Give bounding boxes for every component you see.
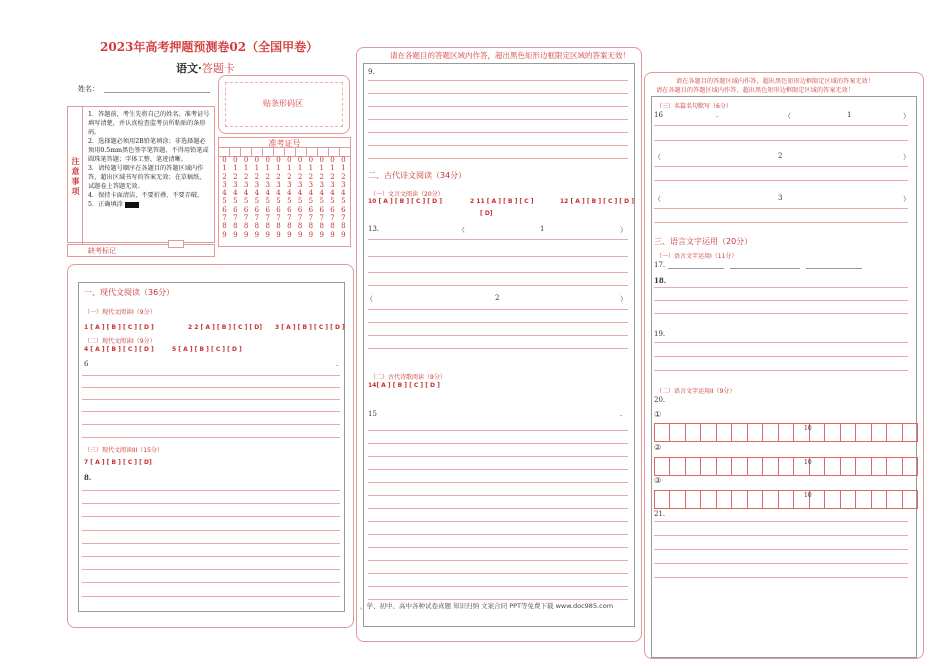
q13-paren-close-2: ） (620, 295, 627, 303)
exam-id-digit[interactable]: 8 (308, 222, 314, 231)
q6-line-1[interactable] (82, 375, 340, 376)
exam-id-digit[interactable]: 8 (297, 222, 303, 231)
q8-writing-line[interactable] (82, 569, 340, 570)
subtitle-accent: 答题卡 (201, 62, 235, 75)
exam-id-digit-column[interactable] (252, 156, 261, 239)
q15-writing-line[interactable] (368, 547, 628, 548)
q19-line-1[interactable] (654, 342, 908, 343)
q20-grid-3-count: 10 (804, 492, 812, 499)
q20-part-1-marker: ① (654, 410, 662, 419)
exam-id-digit[interactable]: 8 (233, 222, 238, 231)
exam-id-digit-column[interactable] (317, 156, 326, 239)
note-3: 3．请按题号顺序在各题目的答题区域内作答，超出区域书写的答案无效；在草稿纸、试题卷上答题无效。 (88, 165, 206, 190)
q6-line-2[interactable] (82, 387, 340, 388)
q16-paren-close-2: ） (903, 153, 910, 161)
notice-right-2: 请在各题目的答题区域内作答，超出黑色矩形边框限定区域的答案无效！ (656, 87, 854, 94)
exam-id-digit[interactable]: 3 (276, 180, 281, 189)
exam-id-digit[interactable]: 2 (297, 172, 303, 181)
exam-id-digit[interactable]: 1 (265, 164, 270, 173)
q20-label: 20. (654, 396, 666, 404)
exam-id-digit[interactable]: 1 (308, 164, 314, 173)
exam-id-digit[interactable]: 9 (222, 230, 227, 239)
q6-line-5[interactable] (82, 424, 340, 425)
q16-line-3[interactable] (654, 166, 908, 167)
exam-id-digit-column[interactable] (263, 156, 272, 239)
col2-sub1: （一）文言文阅读（20分） (370, 191, 444, 198)
col2-inner (363, 63, 635, 627)
q15-label: 15 (368, 410, 377, 418)
exam-id-digit[interactable]: 3 (341, 180, 346, 189)
barcode-label: 贴条形码区 (263, 99, 303, 108)
q15-writing-line[interactable] (368, 508, 628, 509)
exam-id-digit[interactable]: 8 (254, 222, 260, 231)
col2-sub2: （二）古代诗歌阅读（9分） (370, 374, 446, 381)
notes-list (88, 110, 210, 209)
q20-grid-3[interactable] (654, 490, 918, 509)
exam-id-digit[interactable]: 7 (222, 214, 227, 223)
exam-id-digit[interactable]: 2 (341, 172, 346, 181)
exam-id-digit[interactable]: 6 (297, 205, 303, 214)
q20-grid-1[interactable] (654, 423, 918, 442)
exam-id-digit[interactable]: 0 (319, 156, 324, 164)
q19-line-3[interactable] (654, 370, 908, 371)
exam-id-digit[interactable]: 7 (297, 214, 303, 223)
exam-id-digit[interactable]: 0 (233, 156, 238, 164)
col3-section-title: 三、语言文字运用（20分） (654, 237, 753, 246)
col1-sub3: （三）现代文阅读III（15分） (84, 447, 163, 454)
q18-line-3[interactable] (654, 313, 908, 314)
name-label: 姓名： (78, 85, 99, 93)
note-2: 2．选择题必须用2B铅笔填涂；非选择题必须用0.5mm黑色签字笔答题，不得用铅笔或圆珠笔答题；字体工整、笔迹清晰。 (88, 138, 209, 163)
exam-id-digit[interactable]: 9 (319, 230, 324, 239)
q17-label: 17. (654, 261, 666, 269)
exam-id-digit[interactable]: 1 (243, 164, 249, 173)
exam-id-digit[interactable]: 5 (243, 197, 249, 206)
q16-paren-open-3: （ (654, 195, 661, 203)
exam-id-digit[interactable]: 4 (265, 189, 270, 198)
notice-right-1: 请在各题目的答题区域内作答，超出黑色矩形边框限定区域的答案无效！ (676, 78, 874, 85)
note-5: 5．正确填涂 (88, 200, 210, 209)
exam-id-digit[interactable]: 7 (287, 214, 292, 223)
q16-paren-close-3: ） (903, 195, 910, 203)
exam-id-digit[interactable]: 5 (276, 197, 281, 206)
q18-line-2[interactable] (654, 300, 908, 301)
notes-box (67, 106, 215, 243)
exam-id-digit[interactable]: 0 (276, 156, 281, 164)
q15-writing-line[interactable] (368, 534, 628, 535)
q15-writing-line[interactable] (368, 586, 628, 587)
exam-id-digit[interactable]: 6 (276, 205, 281, 214)
q13-num-1: 1 (540, 225, 545, 233)
exam-id-digit[interactable]: 9 (233, 230, 238, 239)
col1-sub1: （一）现代文阅读I（9分） (84, 309, 156, 316)
exam-id-digit[interactable]: 3 (265, 180, 270, 189)
exam-id-digit[interactable]: 9 (341, 230, 346, 239)
q16-num-1: 1 (847, 111, 852, 119)
absent-box (67, 244, 215, 257)
q8-writing-line[interactable] (82, 503, 340, 504)
q20-grid-2[interactable] (654, 457, 918, 476)
exam-id-digit[interactable]: 6 (243, 205, 249, 214)
exam-id-label: 准考证号 (219, 138, 350, 148)
exam-id-digit[interactable]: 0 (287, 156, 292, 164)
col3-sub2: （一）语言文字运用I（11分） (656, 253, 738, 260)
q16-line-2[interactable] (654, 140, 908, 141)
q16-line-4[interactable] (654, 180, 908, 181)
exam-id-digit[interactable]: 2 (233, 172, 238, 181)
exam-id-digit[interactable]: 8 (319, 222, 324, 231)
notice-top: 请在各题目的答题区域内作答，超出黑色矩形边框限定区域的答案无效！ (390, 51, 630, 60)
exam-id-digit[interactable]: 2 (265, 172, 270, 181)
exam-id-digit[interactable]: 4 (287, 189, 292, 198)
exam-id-digit[interactable]: 1 (254, 164, 260, 173)
q9-line-2[interactable] (368, 93, 628, 94)
q15-writing-line[interactable] (368, 456, 628, 457)
q21-writing-line[interactable] (654, 549, 908, 550)
exam-id-digit[interactable]: 4 (276, 189, 281, 198)
col1-section-title: 一、现代文阅读（36分） (84, 288, 175, 297)
exam-id-digit[interactable]: 3 (308, 180, 314, 189)
exam-id-digit[interactable]: 7 (276, 214, 281, 223)
exam-id-digit-column[interactable] (285, 156, 294, 239)
exam-id-digit[interactable]: 8 (287, 222, 292, 231)
q9-line-6[interactable] (368, 145, 628, 146)
q8-writing-line[interactable] (82, 490, 340, 491)
exam-id-digit[interactable]: 9 (330, 230, 335, 239)
q17-blank-1[interactable] (668, 268, 724, 269)
exam-id-digit[interactable]: 8 (276, 222, 281, 231)
q16-paren-open-1: （ (784, 112, 791, 120)
q8-writing-line[interactable] (82, 596, 340, 597)
exam-id-digit[interactable]: 5 (254, 197, 260, 206)
exam-id-digit[interactable]: 1 (233, 164, 238, 173)
absent-label: 缺考标记 (88, 247, 116, 255)
exam-id-digit[interactable]: 7 (341, 214, 346, 223)
q15-dot: . (620, 410, 623, 418)
exam-id-digit[interactable]: 9 (287, 230, 292, 239)
exam-id-digit[interactable]: 4 (233, 189, 238, 198)
q16-line-1[interactable] (654, 125, 908, 126)
exam-id-digit[interactable]: 5 (265, 197, 270, 206)
absent-checkbox[interactable] (168, 240, 184, 248)
exam-id-digit[interactable]: 0 (265, 156, 270, 164)
exam-id-digit[interactable]: 4 (243, 189, 249, 198)
exam-id-digit[interactable]: 9 (243, 230, 249, 239)
q15-writing-line[interactable] (368, 560, 628, 561)
exam-id-digit[interactable]: 6 (222, 205, 227, 214)
barcode-area (218, 75, 350, 134)
exam-id-digit[interactable]: 7 (233, 214, 238, 223)
exam-id-digit[interactable]: 8 (265, 222, 270, 231)
q5-options[interactable]: 5 [ A ] [ B ] [ C ] [ D ] (172, 346, 242, 353)
exam-id-digit-column[interactable] (220, 156, 229, 239)
exam-id-digit[interactable]: 4 (330, 189, 335, 198)
q13-line-4[interactable] (368, 285, 628, 286)
exam-id-digit[interactable]: 9 (276, 230, 281, 239)
exam-id-digit[interactable]: 5 (233, 197, 238, 206)
exam-id-digit-column[interactable] (296, 156, 305, 239)
exam-id-digit[interactable]: 3 (287, 180, 292, 189)
exam-id-digit[interactable]: 6 (330, 205, 335, 214)
q8-writing-line[interactable] (82, 556, 340, 557)
exam-id-digit[interactable]: 7 (330, 214, 335, 223)
note-1: 1．答题前，考生先将自己的姓名、准考证号填写清楚，并认真检查监考员所粘贴的条形码。 (88, 111, 210, 136)
q20-part-2-marker: ② (654, 443, 662, 452)
exam-id-digit[interactable]: 0 (222, 156, 227, 164)
q15-writing-line[interactable] (368, 443, 628, 444)
q9-line-5[interactable] (368, 132, 628, 133)
q3-options[interactable]: 3 [ A ] [ B ] [ C ] [ D ] (275, 324, 345, 331)
col2-section-title: 二、古代诗文阅读（34分） (368, 171, 467, 180)
exam-id-digit-column[interactable] (242, 156, 251, 239)
q15-writing-line[interactable] (368, 495, 628, 496)
exam-id-digit[interactable]: 4 (308, 189, 314, 198)
exam-id-digit[interactable]: 6 (265, 205, 270, 214)
notes-title: 注意事项 (68, 107, 83, 244)
exam-id-digit[interactable]: 9 (297, 230, 303, 239)
exam-id-digit[interactable]: 5 (330, 197, 335, 206)
q21-writing-line[interactable] (654, 577, 908, 578)
q21-writing-line[interactable] (654, 535, 908, 536)
exam-id-digit[interactable]: 1 (319, 164, 324, 173)
exam-id-digit[interactable]: 3 (243, 180, 249, 189)
exam-id-digit[interactable]: 2 (308, 172, 314, 181)
exam-id-digit[interactable]: 3 (254, 180, 260, 189)
exam-id-digit[interactable]: 6 (233, 205, 238, 214)
exam-id-digit-column[interactable] (274, 156, 283, 239)
exam-id-digit[interactable]: 6 (341, 205, 346, 214)
exam-id-digit[interactable]: 0 (308, 156, 314, 164)
q13-line-7[interactable] (368, 335, 628, 336)
exam-id-digit[interactable]: 6 (287, 205, 292, 214)
q7-options[interactable]: 7 [ A ] [ B ] [ C ] [ D] (84, 459, 152, 466)
exam-id-digit[interactable]: 2 (254, 172, 260, 181)
exam-id-digit[interactable]: 0 (341, 156, 346, 164)
exam-id-digit[interactable]: 0 (297, 156, 303, 164)
q8-writing-line[interactable] (82, 543, 340, 544)
footer-text: ，学、初中、高中各种试卷真题 知识归纳 文案合同 PPT等免费下载 www.doc985.com (360, 602, 614, 610)
exam-id-digit[interactable]: 0 (254, 156, 260, 164)
q16-paren-open-2: （ (654, 153, 661, 161)
name-field[interactable] (104, 92, 210, 93)
q16-line-6[interactable] (654, 222, 908, 223)
q10-options[interactable]: 10 [ A ] [ B ] [ C ] [ D ] (368, 198, 442, 205)
q19-line-2[interactable] (654, 356, 908, 357)
q13-line-6[interactable] (368, 322, 628, 323)
q19-label: 19. (654, 330, 666, 338)
exam-id-digit[interactable]: 2 (287, 172, 292, 181)
exam-id-digit[interactable]: 1 (297, 164, 303, 173)
exam-id-digit[interactable]: 7 (243, 214, 249, 223)
q8-label: 8. (84, 473, 92, 482)
q9-label: 9. (368, 68, 375, 76)
exam-id-digit[interactable]: 9 (254, 230, 260, 239)
exam-id-digit[interactable]: 5 (297, 197, 303, 206)
q6-dot: . (336, 360, 339, 368)
q15-writing-line[interactable] (368, 430, 628, 431)
exam-id-digit[interactable]: 9 (265, 230, 270, 239)
q18-label: 18. (654, 276, 667, 285)
filled-sample (125, 202, 139, 208)
q16-line-5[interactable] (654, 208, 908, 209)
exam-id-digit[interactable]: 4 (297, 189, 303, 198)
exam-id-digit[interactable]: 7 (319, 214, 324, 223)
exam-id-digit[interactable]: 6 (319, 205, 324, 214)
exam-id-digit[interactable]: 5 (287, 197, 292, 206)
q6-line-4[interactable] (82, 411, 340, 412)
exam-id-digit[interactable]: 4 (254, 189, 260, 198)
col3-sub1: （三）名篇名句默写（6分） (656, 103, 732, 110)
exam-id-digit[interactable]: 8 (243, 222, 249, 231)
exam-id-digit[interactable]: 6 (308, 205, 314, 214)
exam-id-digit[interactable]: 6 (254, 205, 260, 214)
q12-options[interactable]: 12 [ A ] [ B ] [ C ] [ D ] (560, 198, 634, 205)
q13-paren-close-1: ） (620, 226, 627, 234)
q15-writing-line[interactable] (368, 469, 628, 470)
exam-id-digit[interactable]: 2 (319, 172, 324, 181)
q16-num-2: 2 (778, 152, 783, 160)
q8-writing-line[interactable] (82, 582, 340, 583)
q13-line-3[interactable] (368, 272, 628, 273)
exam-id-digit[interactable]: 0 (330, 156, 335, 164)
exam-id-digit[interactable]: 0 (243, 156, 249, 164)
q16-dot: . (716, 111, 719, 119)
exam-id-digit[interactable]: 7 (265, 214, 270, 223)
exam-id-digit[interactable]: 1 (276, 164, 281, 173)
exam-id-digit-column[interactable] (328, 156, 337, 239)
q20-grid-2-count: 10 (804, 459, 812, 466)
q13-num-2: 2 (495, 294, 500, 302)
q9-line-7[interactable] (368, 158, 628, 159)
exam-id-digit[interactable]: 1 (341, 164, 346, 173)
subtitle-main: 语文· (176, 62, 202, 75)
q16-label: 16 (654, 111, 663, 119)
q18-line-1[interactable] (654, 287, 908, 288)
exam-id-digit[interactable]: 8 (330, 222, 335, 231)
q13-label: 13. (368, 225, 380, 233)
exam-id-digit[interactable]: 3 (233, 180, 238, 189)
q13-line-2[interactable] (368, 256, 628, 257)
q16-paren-close-1: ） (903, 112, 910, 120)
q1-options[interactable]: 1 [ A ] [ B ] [ C ] [ D ] (84, 324, 154, 331)
q13-paren-open-2: （ (366, 295, 373, 303)
exam-id-digit-column[interactable] (306, 156, 315, 239)
exam-id-digit-column[interactable] (339, 156, 348, 239)
col3-sub3: （二）语言文字运用II（9分） (656, 388, 736, 395)
exam-id-digit[interactable]: 2 (276, 172, 281, 181)
q21-writing-line[interactable] (654, 521, 908, 522)
q14-options[interactable]: 14[ A ] [ B ] [ C ] [ D ] (368, 382, 440, 389)
q13-line-1[interactable] (368, 239, 628, 240)
exam-id-digit[interactable]: 5 (341, 197, 346, 206)
q9-line-3[interactable] (368, 106, 628, 107)
exam-id-digit[interactable]: 1 (330, 164, 335, 173)
exam-id-digit[interactable]: 5 (222, 197, 227, 206)
exam-id-digit[interactable]: 2 (243, 172, 249, 181)
exam-id-digit[interactable]: 4 (341, 189, 346, 198)
exam-id-digit[interactable]: 1 (287, 164, 292, 173)
q21-label: 21. (654, 510, 666, 518)
q13-line-8[interactable] (368, 348, 628, 349)
q17-blank-2[interactable] (730, 268, 800, 269)
exam-id-digit[interactable]: 9 (308, 230, 314, 239)
q15-writing-line[interactable] (368, 521, 628, 522)
card-subtitle (176, 60, 235, 76)
exam-id-digit[interactable]: 2 (222, 172, 227, 181)
exam-id-digit[interactable]: 5 (319, 197, 324, 206)
card-title: 2023年高考押题预测卷02（全国甲卷） (100, 40, 319, 54)
q13-paren-open-1: （ (458, 226, 465, 234)
exam-id-digit[interactable]: 7 (254, 214, 260, 223)
q11-options[interactable]: 2 11 [ A ] [ B ] [ C ] (470, 198, 534, 205)
exam-id-digit[interactable]: 8 (341, 222, 346, 231)
exam-id-digit[interactable]: 1 (222, 164, 227, 173)
q6-line-6[interactable] (82, 437, 340, 438)
q13-line-5[interactable] (368, 309, 628, 310)
q15-writing-line[interactable] (368, 599, 628, 600)
q17-blank-3[interactable] (806, 268, 862, 269)
q6-label: 6 (84, 360, 89, 368)
q9-line-4[interactable] (368, 119, 628, 120)
exam-id-digit[interactable]: 3 (330, 180, 335, 189)
exam-id-digit[interactable]: 4 (319, 189, 324, 198)
q9-line-1[interactable] (368, 80, 628, 81)
q15-writing-line[interactable] (368, 573, 628, 574)
q6-line-3[interactable] (82, 399, 340, 400)
exam-id-digit[interactable]: 3 (222, 180, 227, 189)
q11-option-d[interactable]: [ D] (480, 210, 493, 217)
q8-writing-line[interactable] (82, 530, 340, 531)
q2-options[interactable]: 2 2 [ A ] [ B ] [ C ] [ D] (188, 324, 262, 331)
exam-id-digit[interactable]: 4 (222, 189, 227, 198)
exam-id-digit[interactable]: 3 (319, 180, 324, 189)
q21-writing-line[interactable] (654, 563, 908, 564)
q16-num-3: 3 (778, 194, 783, 202)
exam-id-digit[interactable]: 7 (308, 214, 314, 223)
q20-part-3-marker: ③ (654, 476, 662, 485)
exam-id-digit[interactable]: 2 (330, 172, 335, 181)
q4-options[interactable]: 4 [ A ] [ B ] [ C ] [ D ] (84, 346, 154, 353)
exam-id-digit[interactable]: 3 (297, 180, 303, 189)
note-4: 4．保持卡面清洁，不要折叠、不要弄破。 (88, 192, 204, 199)
exam-id-digit[interactable]: 8 (222, 222, 227, 231)
exam-id-digit[interactable]: 5 (308, 197, 314, 206)
q15-writing-line[interactable] (368, 482, 628, 483)
q8-writing-line[interactable] (82, 516, 340, 517)
q20-grid-1-count: 10 (804, 425, 812, 432)
exam-id-digit-column[interactable] (231, 156, 240, 239)
col1-sub2: （二）现代文阅读I（9分） (84, 338, 156, 345)
